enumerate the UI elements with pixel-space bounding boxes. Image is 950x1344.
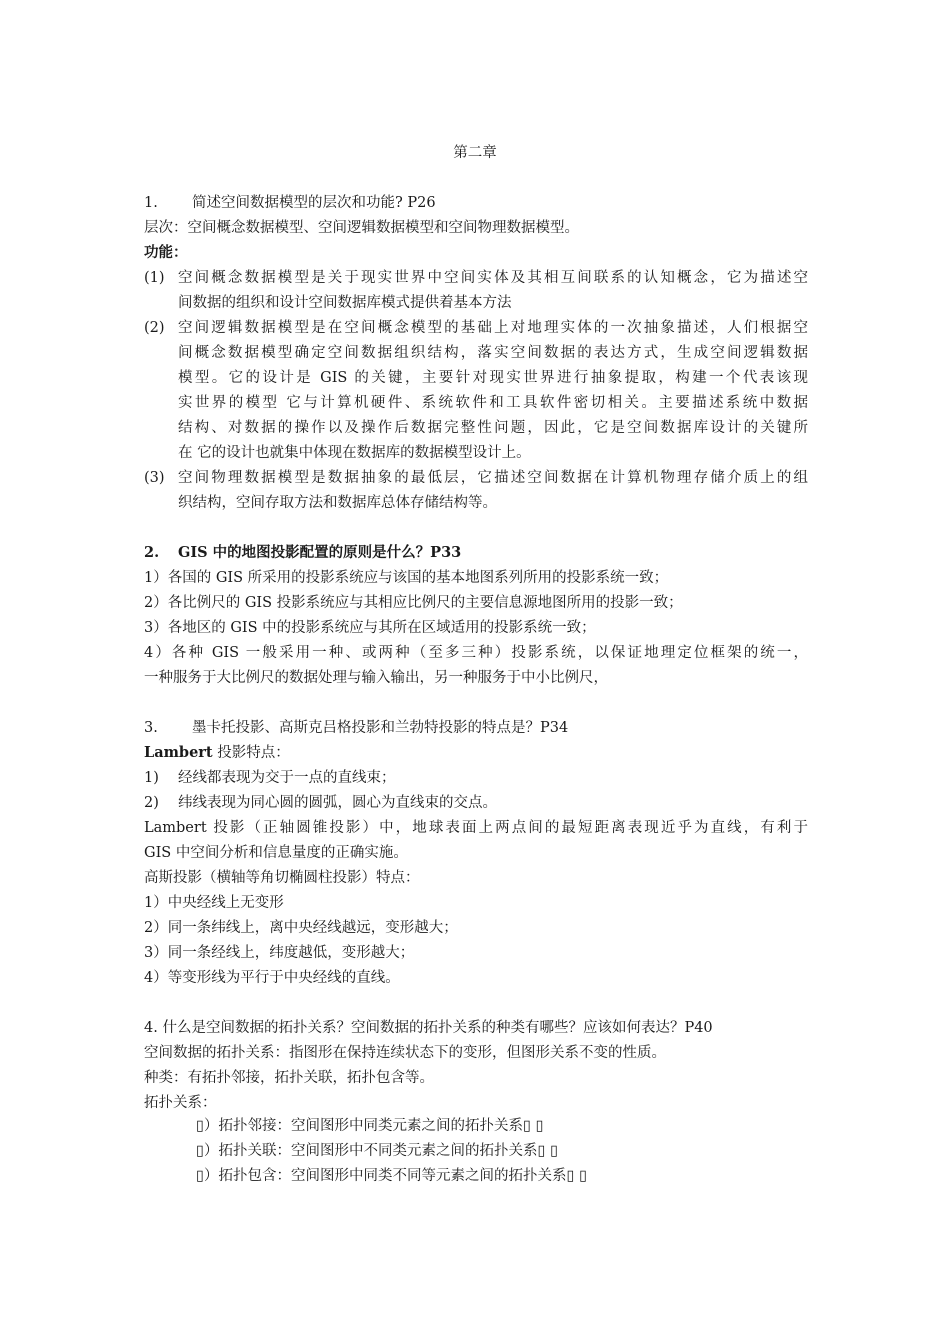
q1-item-2-line-1: 空间逻辑数据模型是在空间概念模型的基础上对地理实体的一次抽象描述，人们根据空: [178, 320, 808, 336]
q3-gauss-item-1: 1）中央经线上无变形: [144, 895, 284, 911]
q1-item-1-line-1: 空间概念数据模型是关于现实世界中空间实体及其相互间联系的认知概念，它为描述空: [178, 270, 808, 286]
q4-relation-1: ▯）拓扑邻接：空间图形中同类元素之间的拓扑关系▯ ▯: [196, 1118, 544, 1134]
q3-heading: [144, 718, 568, 738]
item-marker: 1): [144, 770, 159, 786]
q1-function-label: 功能：: [144, 244, 188, 261]
item-text: 纬线表现为同心圆的圆弧，圆心为直线束的交点。: [178, 795, 497, 811]
q1-item-3-line-2: 织结构，空间存取方法和数据库总体存储结构等。: [178, 495, 497, 511]
q3-gauss-item-2: 2）同一条纬线上，离中央经线越远，变形越大；: [144, 920, 458, 936]
q1-item-2-line-6: 在 它的设计也就集中体现在数据库的数据模型设计上。: [178, 445, 531, 461]
q1-levels: 层次：空间概念数据模型、空间逻辑数据模型和空间物理数据模型。: [144, 220, 579, 236]
q3-number: 3.: [144, 720, 158, 736]
q4-relation-3: ▯）拓扑包含：空间图形中同类不同等元素之间的拓扑关系▯ ▯: [196, 1168, 588, 1184]
lambert-label: Lambert: [144, 744, 213, 761]
q1-item-1-line-2: 间数据的组织和设计空间数据库模式提供着基本方法: [178, 295, 512, 311]
q2-heading: [144, 543, 461, 563]
q4-relation-label: 拓扑关系：: [144, 1095, 217, 1111]
q3-lambert-item-2: [144, 793, 497, 813]
item-marker: (3): [144, 470, 165, 486]
q3-lambert-note-2: GIS 中空间分析和信息量度的正确实施。: [144, 845, 408, 861]
q1-item-3-line-1: 空间物理数据模型是数据抽象的最低层，它描述空间数据在计算机物理存储介质上的组: [178, 470, 808, 486]
q3-lambert-item-1: [144, 768, 396, 788]
q2-line-2: 2）各比例尺的 GIS 投影系统应与其相应比例尺的主要信息源地图所用的投影一致；: [144, 595, 683, 611]
q1-item-2-line-2: 间概念数据模型确定空间数据组织结构，落实空间数据的表达方式，生成空间逻辑数据: [178, 345, 808, 361]
q1-number: 1.: [144, 195, 158, 211]
q2-line-3: 3）各地区的 GIS 中的投影系统应与其所在区域适用的投影系统一致；: [144, 620, 596, 636]
q3-gauss-item-4: 4）等变形线为平行于中央经线的直线。: [144, 970, 400, 986]
q4-relation-2: ▯）拓扑关联：空间图形中不同类元素之间的拓扑关系▯ ▯: [196, 1143, 559, 1159]
item-text: 经线都表现为交于一点的直线束；: [178, 770, 396, 786]
q1-item-2-line-3: 模型。它的设计是 GIS 的关键，主要针对现实世界进行抽象提取，构建一个代表该现: [178, 370, 808, 386]
q2-number: 2.: [144, 544, 160, 561]
q3-gauss-heading: 高斯投影（横轴等角切椭圆柱投影）特点：: [144, 870, 420, 886]
q1-question: 简述空间数据模型的层次和功能? P26: [192, 195, 436, 211]
q2-line-1: 1）各国的 GIS 所采用的投影系统应与该国的基本地图系列所用的投影系统一致；: [144, 570, 669, 586]
q3-lambert-heading: [144, 743, 290, 763]
chapter-title: 第二章: [453, 145, 497, 161]
q3-lambert-note-1: Lambert 投影（正轴圆锥投影）中，地球表面上两点间的最短距离表现近乎为直线，有利于: [144, 820, 808, 836]
q3-question: 墨卡托投影、高斯克吕格投影和兰勃特投影的特点是？P34: [192, 720, 569, 736]
lambert-label-rest: 投影特点：: [212, 745, 290, 761]
q2-line-4: 4）各种 GIS 一般采用一种、或两种（至多三种）投影系统，以保证地理定位框架的统一，: [144, 645, 808, 661]
q1-item-2-line-4: 实世界的模型 它与计算机硬件、系统软件和工具软件密切相关。主要描述系统中数据: [178, 395, 808, 411]
q2-line-5: 一种服务于大比例尺的数据处理与输入输出，另一种服务于中小比例尺，: [144, 670, 608, 686]
item-marker: (1): [144, 270, 165, 286]
item-marker: 2): [144, 795, 159, 811]
q3-gauss-item-3: 3）同一条经线上，纬度越低，变形越大；: [144, 945, 415, 961]
q1-heading: [144, 193, 436, 213]
q4-kinds: 种类：有拓扑邻接，拓扑关联，拓扑包含等。: [144, 1070, 434, 1086]
q4-heading: 4. 什么是空间数据的拓扑关系？空间数据的拓扑关系的种类有哪些？应该如何表达？P40: [144, 1020, 713, 1036]
q1-item-2-line-5: 结构、对数据的操作以及操作后数据完整性问题，因此，它是空间数据库设计的关键所: [178, 420, 808, 436]
q2-question: GIS 中的地图投影配置的原则是什么？P33: [178, 544, 462, 561]
q4-definition: 空间数据的拓扑关系：指图形在保持连续状态下的变形，但图形关系不变的性质。: [144, 1045, 666, 1061]
item-marker: (2): [144, 320, 165, 336]
